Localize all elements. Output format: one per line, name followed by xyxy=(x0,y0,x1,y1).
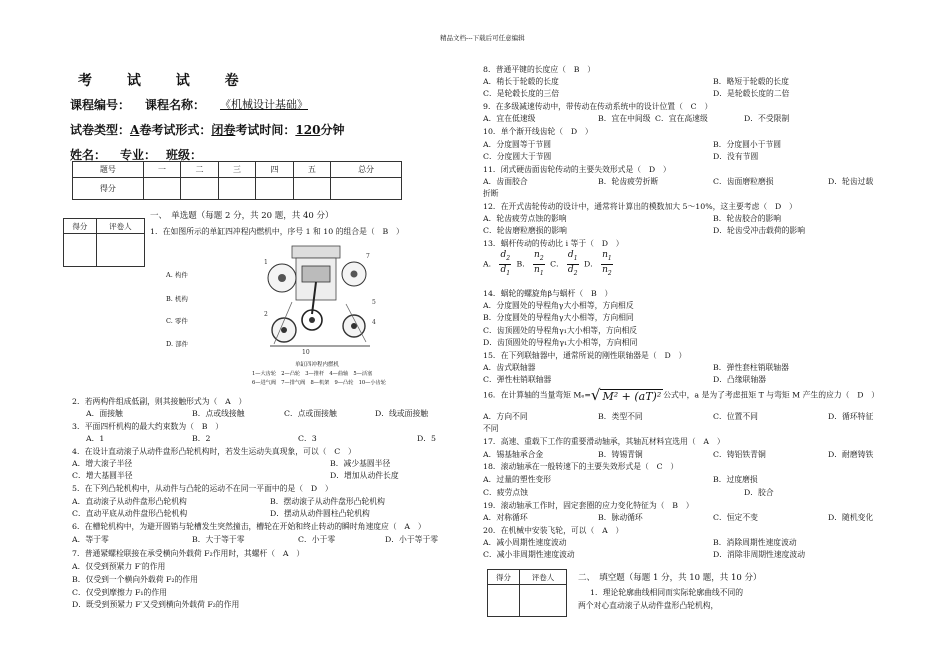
score-header: 题号 xyxy=(73,162,144,178)
score-cell[interactable] xyxy=(143,178,180,200)
score-cell[interactable] xyxy=(218,178,255,200)
option[interactable]: A．宜在低速级 xyxy=(483,114,536,123)
option[interactable]: B．脉动循环 xyxy=(598,513,643,522)
svg-text:1: 1 xyxy=(264,259,268,266)
score-cell[interactable] xyxy=(181,178,218,200)
option[interactable]: B．类型不同 xyxy=(598,412,643,421)
option[interactable]: D．胶合 xyxy=(744,488,774,497)
option[interactable]: B．略短于轮毂的长度 xyxy=(713,77,789,86)
figure-legend-2: 6—进气阀 7—排气阀 8—机架 9—凸轮 10—小齿轮 xyxy=(252,380,386,386)
option[interactable]: B．点或线接触 xyxy=(192,409,245,418)
figure-option-d: D. 部件 xyxy=(166,340,189,348)
option[interactable]: D．线或面接触 xyxy=(375,409,429,418)
question-15: 15．在下列联轴器中，通常所说的刚性联轴器是（ D ） xyxy=(483,351,687,360)
option[interactable]: C．3 xyxy=(298,434,317,443)
q13-options xyxy=(483,250,616,279)
option[interactable]: B．2 xyxy=(192,434,211,443)
question-9: 9．在多级减速传动中，带传动在传动系统中的设计位置（ C ） xyxy=(483,102,713,111)
option[interactable]: D．轮齿受冲击载荷的影响 xyxy=(713,226,806,235)
score-cell[interactable] xyxy=(293,178,330,200)
grader-name-cell[interactable] xyxy=(520,585,567,617)
option[interactable]: D．轮齿过载 xyxy=(828,177,874,186)
grader-box-1 xyxy=(63,218,145,267)
figure-caption: 单缸四冲程内燃机 xyxy=(295,362,340,368)
option[interactable]: A．齿式联轴器 xyxy=(483,363,536,372)
question-6: 6．在槽轮机构中，为避开圆销与轮槽发生突然撞击，槽轮在开始和终止转动的瞬时角速度应（ A ） xyxy=(72,522,426,531)
question-11: 11．闭式硬齿面齿轮传动的主要失效形式是（ D ） xyxy=(483,165,671,174)
option[interactable]: C．齿顶圆处的导程角γ₁大小相等，方向相反 xyxy=(483,326,638,335)
option[interactable]: B．消除周期性速度波动 xyxy=(713,538,797,547)
option[interactable]: B．仅受到一个横向外载荷 F₂的作用 xyxy=(72,575,198,584)
option[interactable]: C．点或面接触 xyxy=(284,409,337,418)
svg-text:10: 10 xyxy=(302,349,310,356)
option[interactable]: A．面接触 xyxy=(86,409,123,418)
option[interactable]: C．增大基圆半径 xyxy=(72,471,133,480)
question-2: 2．若两构件组成低副，则其接触形式为（ A ） xyxy=(72,397,247,406)
score-header: 总分 xyxy=(331,162,402,178)
option[interactable]: D．增加从动件长度 xyxy=(330,471,399,480)
fill-question-1-cont: 两个对心直动滚子从动件盘形凸轮机构， xyxy=(578,601,719,610)
option[interactable]: D．消除非周期性速度波动 xyxy=(713,550,806,559)
option[interactable]: D．齿顶圆处的导程角γ₁大小相等，方向相同 xyxy=(483,338,638,347)
option-letter[interactable]: A． xyxy=(483,259,497,269)
question-8: 8．普通平键的长度应（ B ） xyxy=(483,65,596,74)
option[interactable]: D．耐磨铸铁 xyxy=(828,450,874,459)
option[interactable]: C．仅受到摩擦力 F₁的作用 xyxy=(72,588,167,597)
section2-title: 二、 填空题（每题 1 分，共 10 题，共 10 分） xyxy=(578,573,762,583)
option[interactable]: C．疲劳点蚀 xyxy=(483,488,528,497)
option[interactable]: C．小于零 xyxy=(298,535,336,544)
question-4: 4．在设计直动滚子从动件盘形凸轮机构时，若发生运动失真现象，可以（ C ） xyxy=(72,447,356,456)
grader-score-label: 得分 xyxy=(64,219,97,234)
question-10: 10．单个渐开线齿轮（ D ） xyxy=(483,127,593,136)
option[interactable]: B．过度磨损 xyxy=(713,475,758,484)
question-5: 5．在下列凸轮机构中，从动件与凸轮的运动不在同一平面中的是（ D ） xyxy=(72,484,333,493)
figure-option-a: A. 构件 xyxy=(166,271,188,279)
option[interactable]: D．5 xyxy=(417,434,437,443)
option[interactable]: C．分度圆大于节圆 xyxy=(483,152,552,161)
grader-name-cell[interactable] xyxy=(96,234,144,267)
question-12: 12．在开式齿轮传动的设计中，通常将计算出的模数加大 5～10%，这主要考虑（ D ） xyxy=(483,202,797,211)
grader-name-label: 评卷人 xyxy=(96,219,144,234)
option[interactable]: C．弹性柱销联轴器 xyxy=(483,375,552,384)
option-letter[interactable]: D． xyxy=(584,259,599,269)
option[interactable]: B．轮齿胶合的影响 xyxy=(713,214,782,223)
score-header: 五 xyxy=(293,162,330,178)
exam-time: 120 xyxy=(295,123,321,137)
option[interactable]: D．摆动从动件圆柱凸轮机构 xyxy=(270,509,370,518)
score-table xyxy=(72,161,402,200)
question-13: 13．蜗杆传动的传动比 i 等于（ D ） xyxy=(483,239,624,248)
question-1: 1．在如图所示的单缸四冲程内燃机中，序号 1 和 10 的组合是（ B ） xyxy=(150,227,404,236)
option[interactable]: D．是轮毂长度的二倍 xyxy=(713,89,790,98)
option[interactable]: D．凸缘联轴器 xyxy=(713,375,767,384)
option[interactable]: A．分度圆处的导程角γ大小相等，方向相反 xyxy=(483,301,634,310)
course-name-label: 课程名称： xyxy=(145,98,206,112)
grader-score-cell[interactable] xyxy=(488,585,520,617)
question-18: 18．滚动轴承在一般转速下的主要失效形式是（ C ） xyxy=(483,462,679,471)
section1-title: 一、 单选题（每题 2 分，共 20 题，共 40 分） xyxy=(150,211,334,221)
figure-legend-1: 1—大齿轮 2—凸轮 3—推杆 4—曲轴 5—活塞 xyxy=(252,371,373,377)
option[interactable]: A．方向不同 xyxy=(483,412,528,421)
option[interactable]: D．随机变化 xyxy=(828,513,874,522)
score-header: 四 xyxy=(256,162,293,178)
option[interactable]: A．仅受到预紧力 F′的作用 xyxy=(72,562,166,571)
question-7: 7．普通紧螺栓联接在承受横向外载荷 F₂作用时，其螺杆（ A ） xyxy=(72,549,305,558)
fraction-option-c[interactable]: $\frac{d_1}{d_2}$ xyxy=(567,250,578,277)
option[interactable]: A．稍长于轮毂的长度 xyxy=(483,77,559,86)
option[interactable]: C．位置不同 xyxy=(713,412,758,421)
paper-type-line: 试卷类型：A卷考试形式：闭卷考试时间：120分钟 xyxy=(70,123,345,137)
svg-text:7: 7 xyxy=(366,253,370,260)
option[interactable]: C．是轮毂长度的三倍 xyxy=(483,89,560,98)
score-header: 二 xyxy=(181,162,218,178)
question-20: 20．在机械中安装飞轮，可以（ A ） xyxy=(483,526,624,535)
grader-name-label: 评卷人 xyxy=(520,570,567,585)
option-letter[interactable]: B． xyxy=(516,259,531,269)
figure-option-b: B. 机构 xyxy=(166,295,188,303)
svg-text:2: 2 xyxy=(264,311,268,318)
option[interactable]: A．锡基轴承合金 xyxy=(483,450,544,459)
question-19: 19．滚动轴承工作时，固定套圈的应力变化特征为（ B ） xyxy=(483,501,694,510)
option[interactable]: B．轮齿疲劳折断 xyxy=(598,177,659,186)
option[interactable]: C．轮齿磨粒磨损的影响 xyxy=(483,226,567,235)
fraction-option-b[interactable]: $\frac{n_2}{n_1}$ xyxy=(534,250,544,277)
option[interactable]: B．摆动滚子从动件盘形凸轮机构 xyxy=(270,497,385,506)
question-17: 17．高速、重载下工作的重要滑动轴承，其轴瓦材料宜选用（ A ） xyxy=(483,437,725,446)
question-14: 14．蜗轮的螺旋角β与蜗杆（ B ） xyxy=(483,289,613,298)
option[interactable]: D．不受限制 xyxy=(744,114,790,123)
figure-option-c: C. 零件 xyxy=(166,317,188,325)
option[interactable]: D．既受到预紧力 F′又受到横向外载荷 F₂的作用 xyxy=(72,600,240,609)
option[interactable]: A．减小周期性速度波动 xyxy=(483,538,567,547)
option[interactable]: D．没有节圆 xyxy=(713,152,759,161)
score-header: 三 xyxy=(218,162,255,178)
option[interactable]: A．增大滚子半径 xyxy=(72,459,133,468)
option[interactable]: C．铸铝铁青铜 xyxy=(713,450,766,459)
option[interactable]: A．分度圆等于节圆 xyxy=(483,140,552,149)
course-name: 《机械设计基础》 xyxy=(220,98,308,111)
student-line: 姓名： 专业： 班级： xyxy=(70,148,203,162)
paper-type: A xyxy=(130,123,140,137)
option[interactable]: A．1 xyxy=(86,434,105,443)
option[interactable]: B．弹性套柱销联轴器 xyxy=(713,363,789,372)
option[interactable]: A．过量的塑性变形 xyxy=(483,475,552,484)
engine-figure xyxy=(262,244,380,356)
option[interactable]: C．恒定不变 xyxy=(713,513,758,522)
option-letter[interactable]: C． xyxy=(550,259,564,269)
fraction-option-d[interactable]: $\frac{n_1}{n_2}$ xyxy=(602,250,612,277)
score-row-label: 得分 xyxy=(73,178,144,200)
option[interactable]: A．对称循环 xyxy=(483,513,528,522)
option-continuation: 折断 xyxy=(483,189,499,198)
grader-score-cell[interactable] xyxy=(64,234,97,267)
option[interactable]: A．齿面胶合 xyxy=(483,177,528,186)
grader-score-label: 得分 xyxy=(488,570,520,585)
exam-title: 考 试 试 卷 xyxy=(78,73,254,89)
sqrt-formula: √ M² + (aT)² xyxy=(590,386,662,404)
option-continuation: 不同 xyxy=(483,424,499,433)
fill-question-1: 1．理论轮廓曲线相同而实际轮廓曲线不同的 xyxy=(590,588,744,597)
watermark: 精品文档---下载后可任意编辑 xyxy=(440,34,525,42)
option[interactable]: A．等于零 xyxy=(72,535,109,544)
option[interactable]: C．减小非周期性速度波动 xyxy=(483,550,575,559)
option[interactable]: C．齿面磨粒磨损 xyxy=(713,177,774,186)
option[interactable]: A．直动滚子从动件盘形凸轮机构 xyxy=(72,497,187,506)
exam-form: 闭卷 xyxy=(211,123,236,137)
score-header: 一 xyxy=(143,162,180,178)
fraction-option-a[interactable]: $\frac{d_2}{d_1}$ xyxy=(500,250,511,277)
option[interactable]: D．循环特征 xyxy=(828,412,874,421)
score-cell[interactable] xyxy=(331,178,402,200)
svg-text:5: 5 xyxy=(372,299,376,306)
score-cell[interactable] xyxy=(256,178,293,200)
option[interactable]: B．铸锡青铜 xyxy=(598,450,643,459)
question-3: 3．平面四杆机构的最大约束数为（ B ） xyxy=(72,422,224,431)
option[interactable]: A．轮齿疲劳点蚀的影响 xyxy=(483,214,567,223)
option[interactable]: B．宜在中间级 xyxy=(598,114,651,123)
svg-text:4: 4 xyxy=(372,319,376,326)
option[interactable]: B．大于等于零 xyxy=(192,535,245,544)
course-code-label: 课程编号： xyxy=(70,98,131,112)
question-16: 16．在计算轴的当量弯矩 Mₑ=√ M² + (aT)² 公式中，a 是为了考虑扭矩 T 与弯矩 M 产生的应力（ D ） xyxy=(483,386,880,404)
option[interactable]: C．直动平底从动件盘形凸轮机构 xyxy=(72,509,188,518)
option[interactable]: D．小于等于零 xyxy=(385,535,439,544)
option[interactable]: B．减少基圆半径 xyxy=(330,459,391,468)
option[interactable]: B．分度圆小于节圆 xyxy=(713,140,782,149)
option[interactable]: B．分度圆处的导程角γ大小相等，方向相同 xyxy=(483,313,634,322)
option[interactable]: C．宜在高速级 xyxy=(655,114,708,123)
grader-box-2 xyxy=(487,569,567,617)
